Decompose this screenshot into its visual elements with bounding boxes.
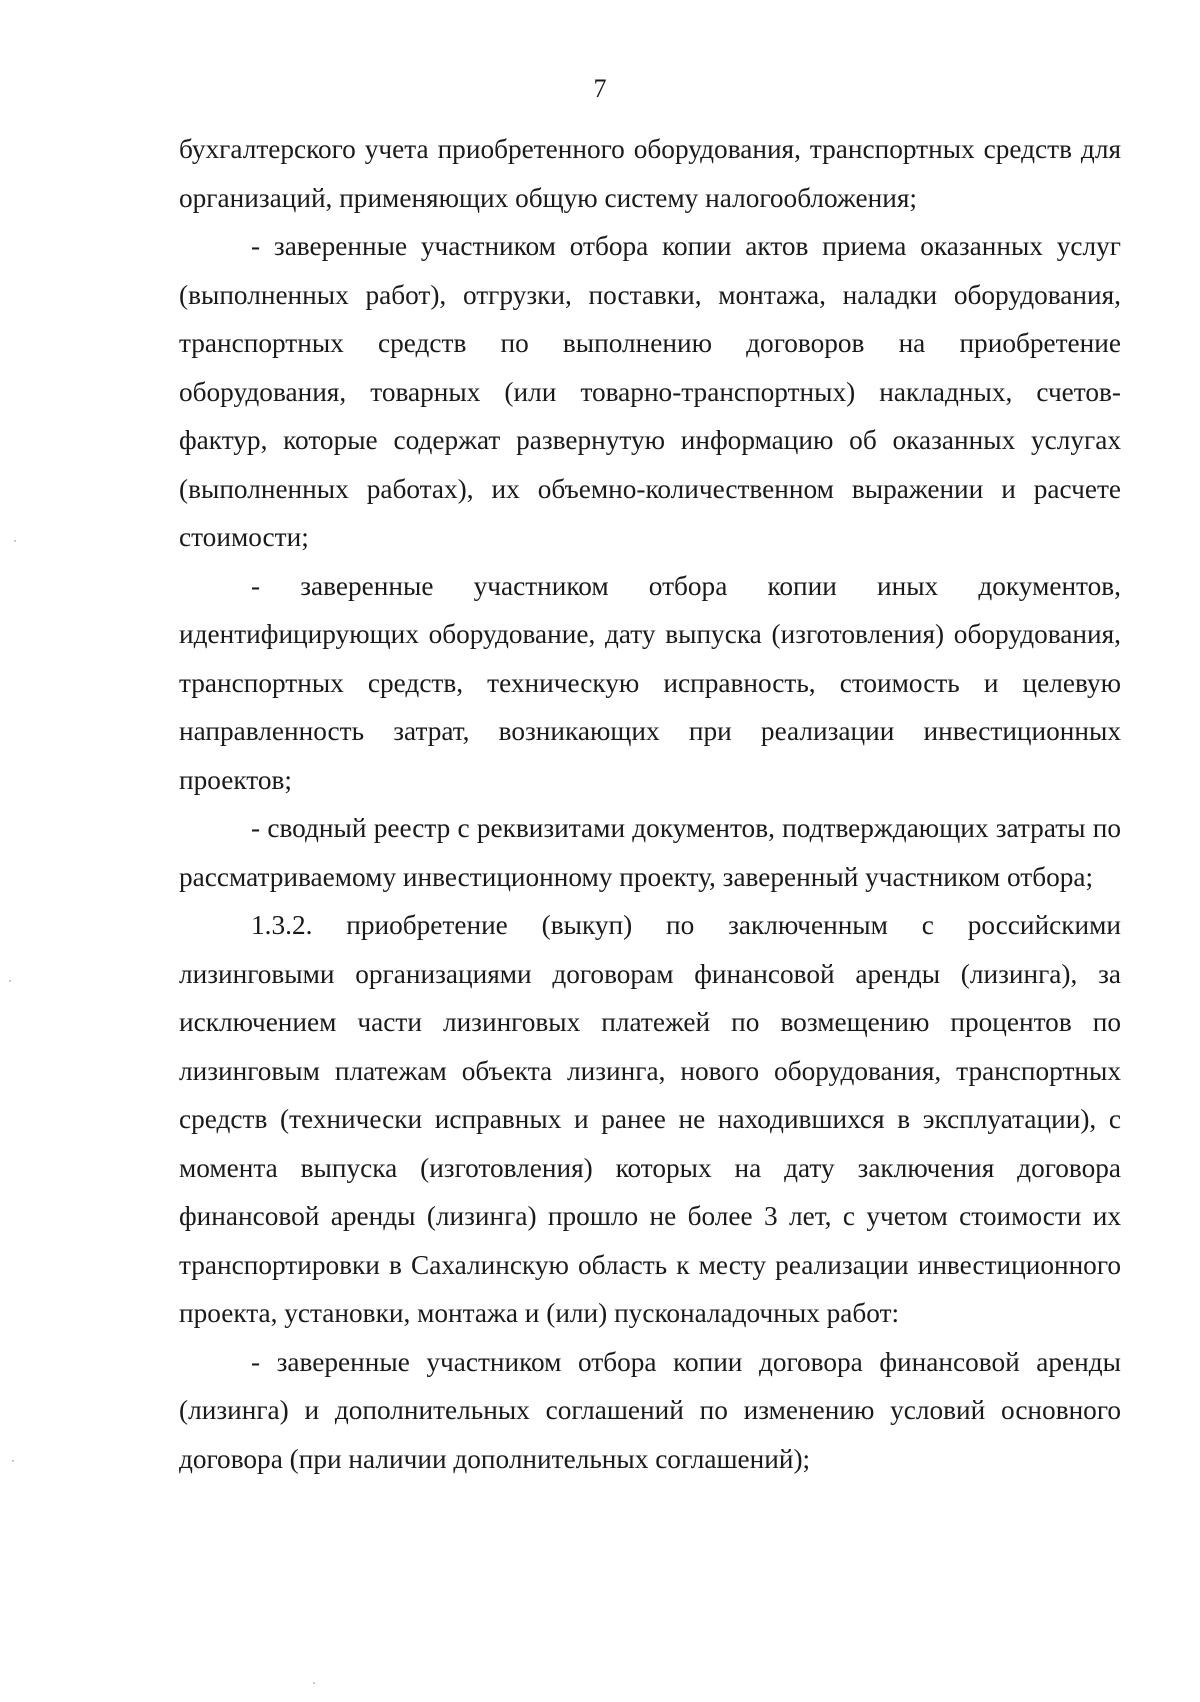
paragraph-section-1-3-2: 1.3.2. приобретение (выкуп) по заключенным с российскими лизинговыми организациями договорам финансовой аренды (лизинга), за исключением части лизинговых платежей по возмещению процентов по лизинговым платежам объекта лизинга, нового оборудования, транспортных средств (технически исправных и ранее не находившихся в эксплуатации), с момента выпуска (изготовления) которых на дату заключения договора финансовой аренды (лизинга) прошло не более 3 лет, с учетом стоимости их транспортировки в Сахалинскую область к месту реализации инвестиционного проекта, установки, монтажа и (или) пусконаладочных работ: xyxy=(179,910,1121,1328)
paragraph-other-documents: - заверенные участником отбора копии иных документов, идентифицирующих оборудование, дату выпуска (изготовления) оборудования, транспортных средств, техническую исправность, стоимость и целевую направленность затрат, возникающих при реализации инвестиционных проектов; xyxy=(179,570,1121,795)
paragraph-accounting-continuation: бухгалтерского учета приобретенного оборудования, транспортных средств для организаций, применяющих общую систему налогообложения; xyxy=(179,134,1121,213)
page-number: 7 xyxy=(593,74,607,103)
scan-artifact xyxy=(14,540,16,542)
paragraph-acceptance-acts: - заверенные участником отбора копии актов приема оказанных услуг (выполненных работ), отгрузки, поставки, монтажа, наладки оборудования, транспортных средств по выполнению договоров на приобретение оборудования, товарных (или товарно-транспортных) накладных, счетов-фактур, которые содержат развернутую информацию об оказанных услугах (выполненных работах), их объемно-количественном выражении и расчете стоимости; xyxy=(179,231,1121,552)
paragraph-leasing-contract-copies: - заверенные участником отбора копии договора финансовой аренды (лизинга) и дополнительных соглашений по изменению условий основного договора (при наличии дополнительных соглашений); xyxy=(179,1346,1121,1474)
scan-artifact xyxy=(9,980,11,982)
scan-artifact xyxy=(12,1460,14,1462)
document-body xyxy=(179,125,1121,1483)
paragraph-summary-register: - сводный реестр с реквизитами документов, подтверждающих затраты по рассматриваемому инвестиционному проекту, заверенный участником отбора; xyxy=(179,813,1121,892)
scan-artifact xyxy=(313,1682,315,1684)
